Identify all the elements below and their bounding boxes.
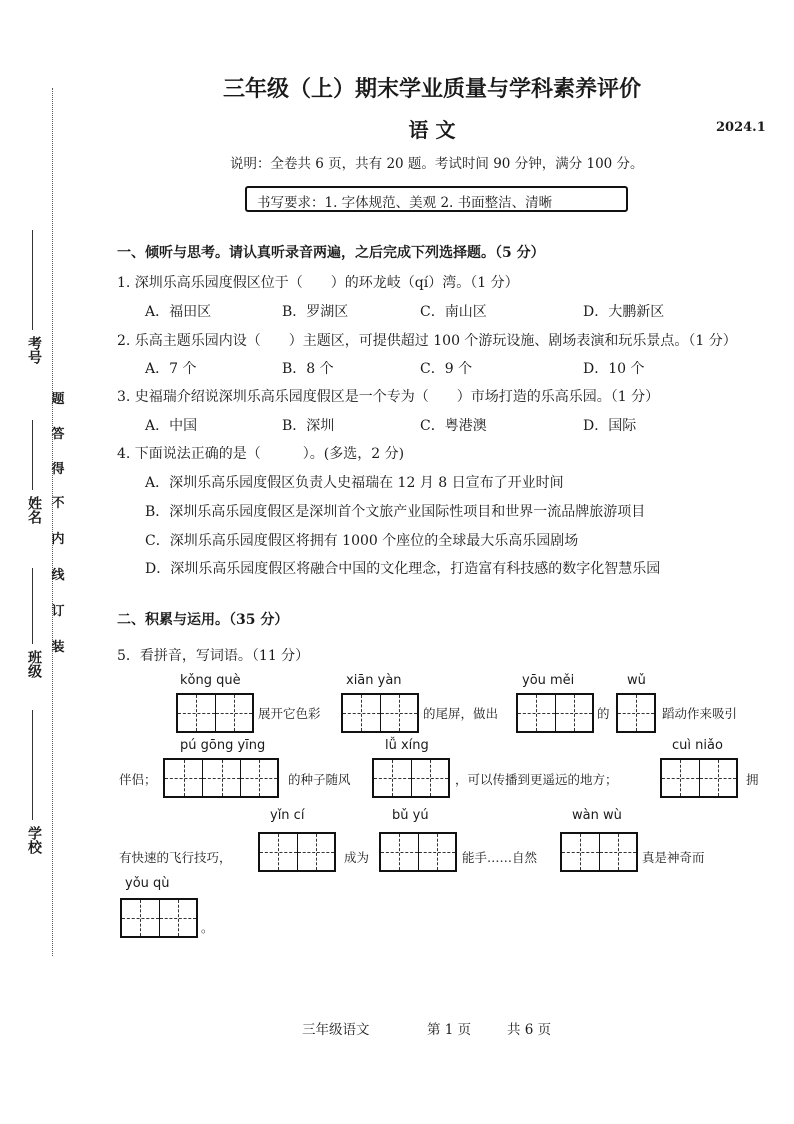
q4-option-d: D．深圳乐高乐园度假区将融合中国的文化理念，打造富有科技感的数字化智慧乐园: [145, 561, 661, 577]
writing-box[interactable]: [341, 693, 419, 733]
school-label: 学校: [26, 826, 42, 854]
writing-box[interactable]: [258, 832, 336, 872]
writing-box[interactable]: [560, 832, 638, 872]
q3-option-c: C．粤港澳: [420, 418, 487, 434]
q1-option-b: B．罗湖区: [282, 304, 349, 320]
class-line: [32, 568, 33, 644]
writing-box[interactable]: [379, 832, 457, 872]
subject-title: 语 文: [408, 118, 456, 142]
binding-char: 装: [51, 640, 65, 655]
passage-text: 伴侣；: [119, 772, 157, 787]
passage-text: 真是神奇而: [642, 850, 705, 865]
q4-option-c: C．深圳乐高乐园度假区将拥有 1000 个座位的全球最大乐高乐园剧场: [145, 533, 579, 549]
pinyin-label: xiān yàn: [346, 673, 402, 688]
passage-text: 拥: [746, 772, 759, 787]
writing-box[interactable]: [616, 693, 656, 733]
exam-number-line: [32, 230, 33, 330]
q3-option-b: B．深圳: [282, 418, 335, 434]
q3-stem: 3. 史福瑞介绍说深圳乐高乐园度假区是一个专为（ ）市场打造的乐高乐园。（1 分）: [117, 389, 660, 405]
binding-char: 不: [51, 496, 65, 511]
writing-box[interactable]: [372, 758, 450, 798]
binding-char: 订: [51, 604, 65, 619]
q2-option-a: A．7 个: [145, 361, 197, 377]
pinyin-label: bǔ yú: [392, 808, 429, 823]
pinyin-label: wàn wù: [572, 808, 622, 823]
q4-stem: 4. 下面说法正确的是（ ）。(多选，2 分): [117, 446, 405, 462]
writing-requirement: 书写要求：1. 字体规范、美观 2. 书面整洁、清晰: [257, 195, 553, 211]
school-line: [32, 710, 33, 820]
passage-text: 展开它色彩: [258, 706, 321, 721]
pinyin-label: yōu měi: [522, 673, 575, 688]
pinyin-label: yǒu qù: [125, 876, 170, 891]
q2-option-c: C．9 个: [420, 361, 473, 377]
passage-text: 的: [597, 706, 610, 721]
exam-instructions: 说明：全卷共 6 页，共有 20 题。考试时间 90 分钟，满分 100 分。: [230, 156, 644, 172]
pinyin-label: kǒng què: [180, 673, 241, 688]
exam-title: 三年级（上）期末学业质量与学科素养评价: [222, 76, 641, 102]
binding-char: 内: [51, 532, 65, 547]
passage-text: 蹈动作来吸引: [662, 706, 738, 721]
writing-box[interactable]: [163, 758, 279, 798]
section1-heading: 一、倾听与思考。请认真听录音两遍，之后完成下列选择题。（5 分）: [117, 245, 545, 261]
name-line: [32, 420, 33, 490]
q3-option-a: A．中国: [145, 418, 198, 434]
q4-option-b: B．深圳乐高乐园度假区是深圳首个文旅产业国际性项目和世界一流品牌旅游项目: [145, 504, 646, 520]
q5-stem: 5．看拼音，写词语。（11 分）: [117, 648, 310, 664]
passage-text: 有快速的飞行技巧，: [119, 850, 232, 865]
exam-number-label: 考号: [26, 336, 42, 364]
pinyin-label: pú gōng yīng: [180, 738, 266, 753]
q1-option-d: D．大鹏新区: [583, 304, 665, 320]
q1-option-a: A．福田区: [145, 304, 212, 320]
q1-stem: 1. 深圳乐高乐园度假区位于（ ）的环龙岐（qí）湾。（1 分）: [117, 275, 519, 291]
pinyin-label: cuì niǎo: [672, 738, 723, 753]
q2-stem: 2. 乐高主题乐园内设（ ）主题区，可提供超过 100 个游玩设施、剧场表演和玩乐景点。（1 分）: [117, 333, 737, 349]
passage-text: 的尾屏，做出: [423, 706, 499, 721]
q2-option-d: D．10 个: [583, 361, 645, 377]
pinyin-label: lǚ xíng: [385, 738, 429, 753]
q1-option-c: C．南山区: [420, 304, 487, 320]
footer-subject: 三年级语文: [302, 1022, 370, 1038]
pinyin-label: wǔ: [627, 673, 646, 688]
binding-dotted-line: [52, 88, 53, 956]
footer-total: 共 6 页: [507, 1022, 552, 1038]
passage-text: 能手……自然: [462, 850, 538, 865]
q4-option-a: A．深圳乐高乐园度假区负责人史福瑞在 12 月 8 日宣布了开业时间: [145, 475, 564, 491]
section2-heading: 二、积累与运用。（35 分）: [117, 612, 289, 628]
passage-text: ，可以传播到更遥远的地方；: [455, 772, 618, 787]
binding-char: 得: [51, 462, 65, 477]
binding-char: 线: [51, 568, 65, 583]
passage-text: 成为: [344, 850, 370, 865]
passage-text: 的种子随风: [288, 772, 351, 787]
footer-page: 第 1 页: [427, 1022, 472, 1038]
binding-char: 题: [51, 392, 65, 407]
pinyin-label: yǐn cí: [270, 808, 305, 823]
writing-box[interactable]: [660, 758, 738, 798]
binding-char: 答: [51, 427, 65, 442]
q2-option-b: B．8 个: [282, 361, 334, 377]
writing-box[interactable]: [516, 693, 594, 733]
writing-box[interactable]: [120, 898, 198, 938]
writing-box[interactable]: [176, 693, 254, 733]
exam-date: 2024.1: [716, 120, 766, 135]
passage-text: 。: [201, 920, 214, 935]
name-label: 姓名: [26, 496, 42, 524]
q3-option-d: D．国际: [583, 418, 637, 434]
class-label: 班级: [26, 650, 42, 678]
writing-requirement-box: [245, 186, 628, 212]
